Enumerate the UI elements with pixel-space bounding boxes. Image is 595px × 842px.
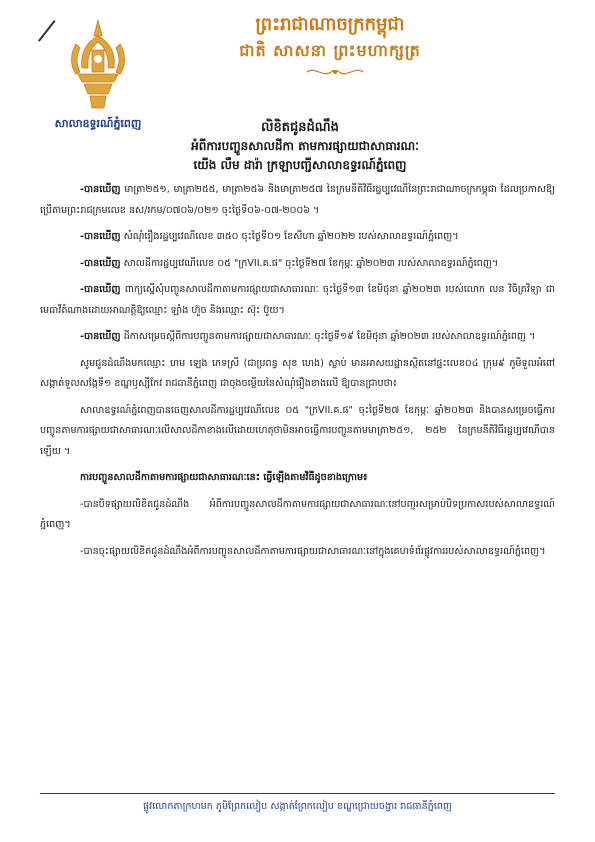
document-body — [40, 180, 555, 568]
seen-keyword: -បានឃើញ — [80, 257, 121, 269]
court-emblem-icon — [58, 14, 138, 114]
paragraph-method-posting: -បានបិទផ្សាយលិខិតជូនដំណឹង អំពីការបញ្ចូនសាលដីកាតាមការផ្សាយជាសាធារណៈនៅបញ្ជរសម្រាប់បិទប្រកាសរបស់សាលាឧទ្ធរណ៍ភ្នំពេញ។ — [40, 498, 555, 530]
ornament-divider-icon — [305, 66, 365, 78]
paragraph-text: មាត្រា២៥១, មាត្រា២៥៥, មាត្រា២៥៦ និងមាត្រា២៥៧ នៃក្រមនីតិវិធីរដ្ឋប្បវេណីនៃព្រះរាជាណាចក្រកម្ពុជា ដែលប្រកាសឱ្យប្រើតាមព្រះរាជក្រមលេខ នស/រកម/០៧០៦/០២១ ចុះថ្ងៃទី០៦-០៧-២០០៦ ។ — [40, 184, 555, 216]
paragraph-text: សាលដីការដ្ឋប្បវេណីលេខ ០៥ "ក្រVII.គ.ផ" ចុះថ្ងៃទី២៧ ខែកុម្ភៈ ឆ្នាំ២០២៣ របស់សាលាឧទ្ធរណ៍ភ្នំពេញ។ — [120, 257, 499, 269]
paragraph-text: ពាក្យស្នើសុំបញ្ចូនសាលដីកាតាមការផ្សាយជាសាធារណៈ ចុះថ្ងៃទី១៣ ខែមិថុនា ឆ្នាំ២០២៣ របស់លោក លន វិចិត្រវិទ្យា ជាមេធាវីតំណាងដោយអាណត្តិឱ្យឈ្មោះ ឡាំង ហ៊ួច និងឈ្មោះ ស៊ុះ ប៊ូយ។ — [40, 284, 555, 316]
kingdom-heading: ព្រះរាជាណាចក្រកម្ពុជា — [255, 14, 405, 35]
court-name: សាលាឧទ្ធរណ៍ភ្នំពេញ — [54, 117, 142, 130]
paragraph-seen-articles — [40, 180, 555, 221]
issuing-authority: យើង លឹម ដារ៉ា ក្រឡាបញ្ជីសាលាឧទ្ធរណ៍ភ្នំពេញ — [193, 158, 407, 172]
seen-keyword: -បានឃើញ — [80, 284, 121, 295]
document-title: លិខិតជូនដំណឹង — [261, 120, 339, 135]
handwritten-slash-mark — [38, 20, 56, 42]
paragraph-text: សំណុំរឿងរដ្ឋប្បវេណីលេខ ៣៥០ ចុះថ្ងៃទី០១ ខែសីហា ឆ្នាំ២០២២ របស់សាលាឧទ្ធរណ៍ភ្នំពេញ។ — [120, 231, 459, 242]
paragraph-text: ដីកាសម្រេចស្តីពីការបញ្ចូនតាមការផ្សាយជាសាធារណៈ ចុះថ្ងៃទី១៩ ខែមិថុនា ឆ្នាំ២០២៣ របស់សាលាឧទ្ធរណ៍ភ្នំពេញ ។ — [120, 331, 536, 342]
seen-keyword: -បានឃើញ — [80, 331, 121, 342]
document-subtitle: អំពីការបញ្ចូនសាលដីកា តាមការផ្សាយជាសាធារណៈ — [191, 139, 419, 153]
paragraph-notice-recipient: សូមជូនដំណឹងមកឈ្មោះ ហម ឡេង ភេទស្រី (ជាប្រពន្ធ សុខ ហេង) ស្លាប់ មានអាសយដ្ឋានស្ថិតនៅផ្ទះលេខ០៤ ក្រុម៩ ភូមិទួលអំពៅ សង្កាត់ទួលសង្កែទី១ ខណ្ឌឫស្សីកែវ រាជធានីភ្នំពេញ ជាចុងចម្លើយនៃសំណុំរឿងខាងលើ ឱ្យបានជ្រាបថា៖ — [40, 357, 555, 389]
national-motto: ជាតិ សាសនា ព្រះមហាក្សត្រ — [239, 41, 421, 60]
paragraph-seen-decision — [40, 327, 555, 348]
seen-keyword: -បានឃើញ — [80, 231, 121, 242]
paragraph-seen-case-file — [40, 227, 555, 248]
paragraph-delivery-methods-heading: ការបញ្ចូនសាលដីកាតាមការផ្សាយជាសាធារណៈនេះ ធ្វើឡើងតាមវិធីដូចខាងក្រោម៖ — [80, 472, 368, 483]
paragraph-method-website: -បានចុះផ្សាយលិខិតជូនដំណឹងអំពីការបញ្ចូនសាលដីកាតាមការផ្សាយជាសាធារណៈនៅក្នុងគេហទំព័រផ្លូវការរបស់សាលាឧទ្ធរណ៍ភ្នំពេញ។ — [80, 545, 546, 557]
seen-keyword: -បានឃើញ — [80, 184, 121, 195]
footer-address: ផ្លូវលោកតាក្រហមក ភូមិព្រែកលៀប សង្កាត់ព្រែកលៀប ខណ្ឌជ្រោយចង្វារ រាជធានីភ្នំពេញ — [142, 801, 452, 812]
paragraph-seen-judgment — [40, 254, 555, 275]
footer-divider — [40, 793, 555, 794]
paragraph-judgment-issued: សាលាឧទ្ធរណ៍ភ្នំពេញបានចេញសាលដីការដ្ឋប្បវេណីលេខ ០៥ "ក្រVII.គ.ផ" ចុះថ្ងៃទី២៧ ខែកុម្ភៈ ឆ្នាំ២០២៣ និងបានសម្រេចធ្វើការបញ្ចូនតាមការផ្សាយជាសាធារណៈលើសាលដីកាខាងលើដោយហេតុថាមិនអាចធ្វើការបញ្ចូនតាមមាត្រា២៥១, ២៥២ នៃក្រមនីតិវិធីរដ្ឋប្បវេណីបានឡើយ ។ — [40, 404, 555, 457]
paragraph-seen-request — [40, 280, 555, 321]
